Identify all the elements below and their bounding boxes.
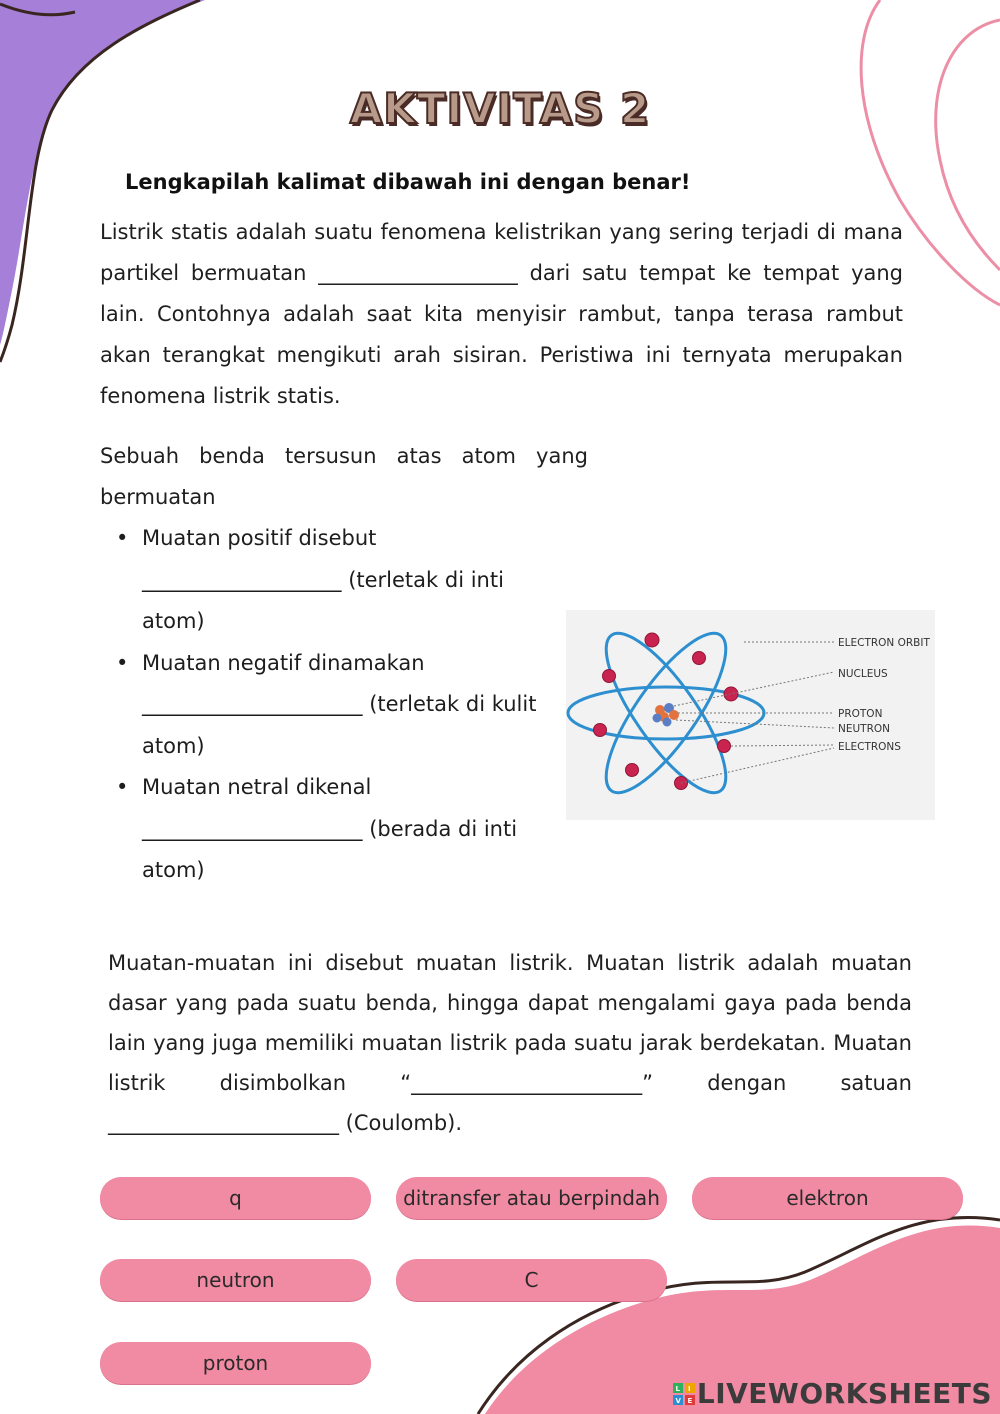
label-neutron: NEUTRON: [838, 723, 891, 735]
label-electrons: ELECTRONS: [838, 741, 901, 753]
svg-text:L: L: [675, 1385, 681, 1393]
charge-list: [100, 518, 570, 892]
pink-outline-loop-inner: [936, 20, 1000, 270]
list-item-negative-charge: [100, 643, 570, 768]
electron-icon: [645, 633, 659, 647]
list-item-note: (terletak di kulit atom): [142, 692, 537, 758]
list-item-text: Muatan netral dikenal: [142, 775, 372, 799]
list-item-note: (terletak di inti atom): [142, 567, 504, 633]
answer-chip-elektron[interactable]: elektron: [692, 1177, 963, 1219]
list-item-positive-charge: [100, 518, 570, 643]
paragraph-electric-charge: Muatan-muatan ini disebut muatan listrik. Muatan listrik adalah muatan dasar yang pada suatu benda, hingga dapat mengalami gaya pada benda lain yang juga memiliki muatan listrik pada suatu jarak berdekatan. Muatan listrik disimbolkan “______________________” dengan satuan ______________________ (Coulomb).: [108, 951, 912, 1135]
electron-icon: [693, 652, 706, 665]
list-item-neutral-charge: [100, 767, 570, 892]
electron-icon: [626, 764, 639, 777]
label-proton: PROTON: [838, 708, 883, 720]
list-item-note: (berada di inti atom): [142, 816, 518, 882]
answer-blank-positive[interactable]: ___________________: [142, 567, 342, 592]
list-item-text: Muatan positif disebut: [142, 526, 377, 550]
answer-blank-neutral[interactable]: _____________________: [142, 816, 363, 841]
label-nucleus: NUCLEUS: [838, 668, 888, 680]
electron-icon: [724, 687, 738, 701]
electron-icon: [603, 670, 616, 683]
electron-icon: [594, 724, 607, 737]
answer-blank-negative[interactable]: _____________________: [142, 692, 363, 716]
electron-icon: [718, 740, 731, 753]
svg-text:V: V: [675, 1397, 682, 1405]
list-item-text: Muatan negatif dinamakan: [142, 650, 425, 675]
paragraph-static-electricity: Listrik statis adalah suatu fenomena kelistrikan yang sering terjadi di mana partikel bermuatan ___________________ dari satu tempat ke tempat yang lain. Contohnya adalah saat kita menyisir rambut, tanpa terasa rambut akan terangkat mengikuti arah sisiran. Peristiwa ini ternyata merupakan fenomena listrik statis.: [100, 220, 903, 408]
answer-chip-proton[interactable]: proton: [100, 1342, 371, 1384]
answer-chip-q[interactable]: q: [100, 1177, 371, 1219]
page-title: AKTIVITAS 2: [349, 84, 651, 133]
answer-chip-c[interactable]: C: [396, 1259, 667, 1301]
atom-illustration: [566, 610, 935, 820]
label-electron-orbit: ELECTRON ORBIT: [838, 637, 930, 649]
nucleus-icon: [653, 703, 680, 727]
atom-diagram: [566, 610, 935, 820]
svg-text:I: I: [687, 1385, 691, 1393]
svg-text:E: E: [687, 1397, 693, 1405]
answer-chip-ditransfer[interactable]: ditransfer atau berpindah: [396, 1177, 667, 1219]
liveworksheets-logo-icon: [673, 1383, 695, 1405]
brand-name: LIVEWORKSHEETS: [696, 1377, 992, 1410]
instruction-text: Lengkapilah kalimat dibawah ini dengan benar!: [125, 170, 691, 194]
paragraph-atom-intro: Sebuah benda tersusun atas atom yang bermuatan: [100, 444, 588, 509]
brand-watermark: [673, 1377, 992, 1410]
answer-chip-neutron[interactable]: neutron: [100, 1259, 371, 1301]
